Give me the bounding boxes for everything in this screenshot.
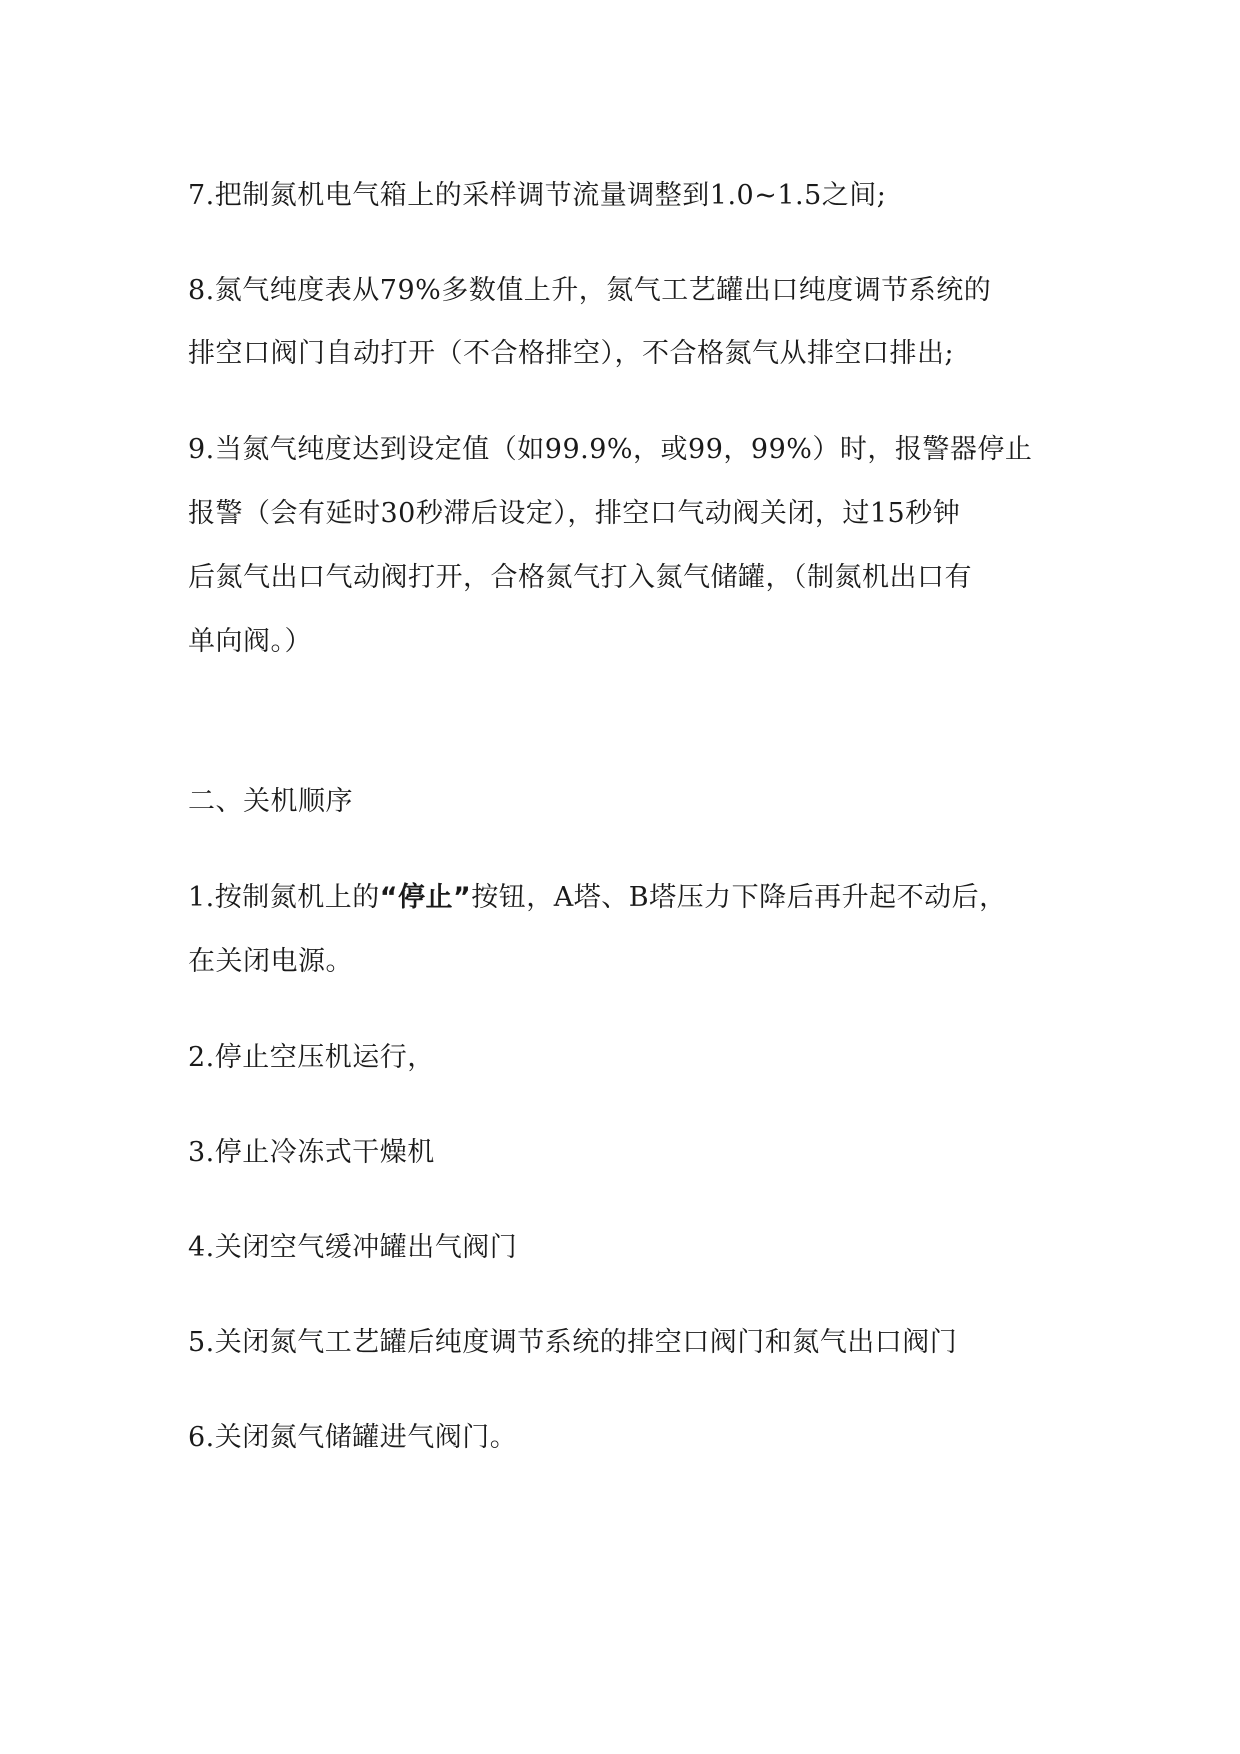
startup-step-8-line-1: 8.氮气纯度表从79%多数值上升，氮气工艺罐出口纯度调节系统的 xyxy=(188,275,992,306)
shutdown-step-1-prefix: 1.按制氮机上的 xyxy=(188,882,380,913)
shutdown-step-3: 3.停止冷冻式干燥机 xyxy=(188,1137,435,1168)
shutdown-step-2: 2.停止空压机运行， xyxy=(188,1042,435,1073)
shutdown-step-5: 5.关闭氮气工艺罐后纯度调节系统的排空口阀门和氮气出口阀门 xyxy=(188,1327,958,1358)
startup-step-9-line-3: 后氮气出口气动阀打开，合格氮气打入氮气储罐，（制氮机出口有 xyxy=(188,562,972,593)
stop-button-label: “停止” xyxy=(379,882,472,913)
shutdown-step-4: 4.关闭空气缓冲罐出气阀门 xyxy=(188,1232,518,1263)
shutdown-step-1-suffix: 按钮，A塔、B塔压力下降后再升起不动后， xyxy=(471,882,1007,913)
section-heading-shutdown: 二、关机顺序 xyxy=(188,786,353,817)
startup-step-9-line-2: 报警（会有延时30秒滞后设定），排空口气动阀关闭，过15秒钟 xyxy=(188,498,961,529)
startup-step-8-line-2: 排空口阀门自动打开（不合格排空），不合格氮气从排空口排出; xyxy=(188,338,955,369)
startup-step-9-line-1: 9.当氮气纯度达到设定值（如99.9%，或99，99%）时，报警器停止 xyxy=(188,434,1033,465)
shutdown-step-6: 6.关闭氮气储罐进气阀门。 xyxy=(188,1422,518,1453)
startup-step-9-line-4: 单向阀。） xyxy=(188,626,312,657)
startup-step-7: 7.把制氮机电气箱上的采样调节流量调整到1.0~1.5之间; xyxy=(188,180,887,211)
shutdown-step-1-line-2: 在关闭电源。 xyxy=(188,946,353,977)
shutdown-step-1-line-1 xyxy=(188,880,1007,916)
